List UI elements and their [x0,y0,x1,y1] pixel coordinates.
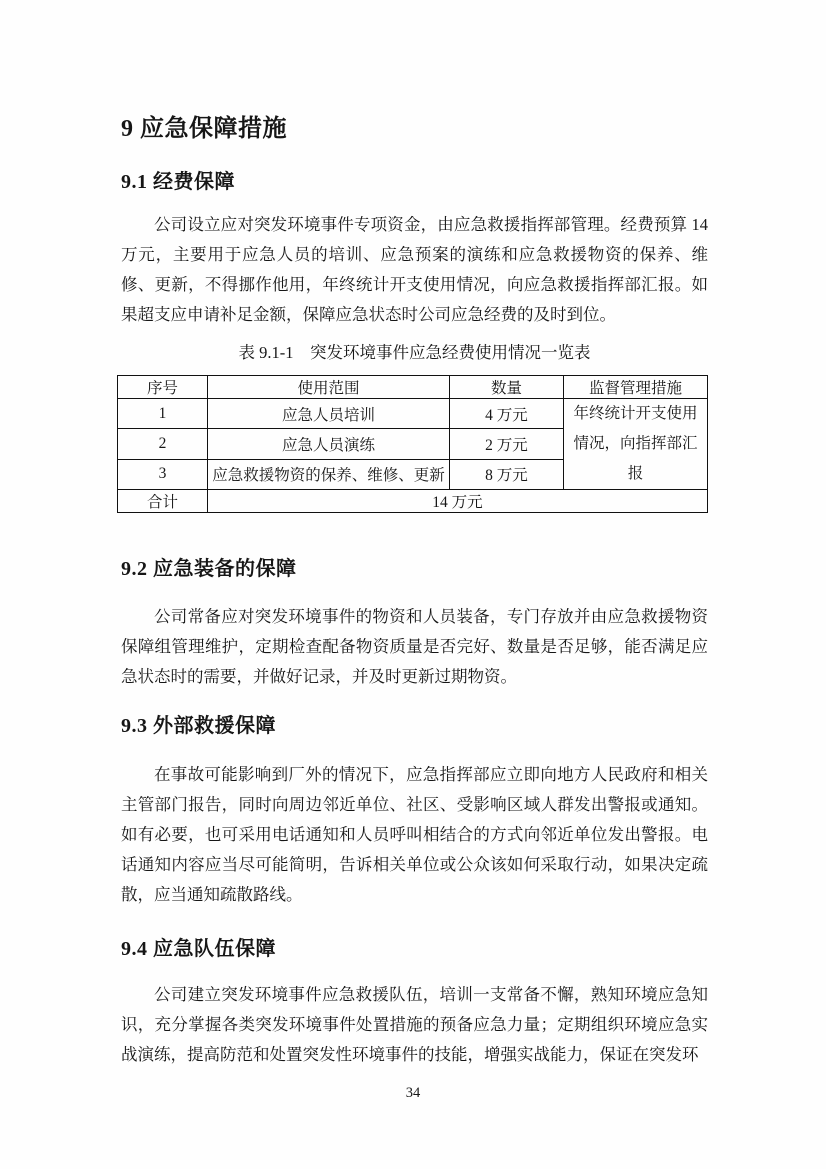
table-caption: 表 9.1-1 突发环境事件应急经费使用情况一览表 [238,343,591,362]
page-number: 34 [405,1085,421,1101]
cell-row1-scope: 应急人员培训 [208,399,450,429]
cell-row3-no: 3 [118,459,208,489]
cell-row3-scope: 应急救援物资的保养、维修、更新 [208,459,450,489]
table-header-amount: 数量 [450,376,564,399]
chapter-heading: 9 应急保障措施 [121,116,287,142]
fund-usage-table [117,375,708,513]
section-9-3-paragraph: 在事故可能影响到厂外的情况下，应急指挥部应立即向地方人民政府和相关主管部门报告，同时向周边邻近单位、社区、受影响区域人群发出警报或通知。如有必要，也可采用电话通知和人员呼叫相结合的方式向邻近单位发出警报。电话通知内容应当尽可能简明，告诉相关单位或公众该如何采取行动，如果决定疏散，应当通知疏散路线。 [121,765,708,904]
section-9-4-paragraph: 公司建立突发环境事件应急救援队伍，培训一支常备不懈，熟知环境应急知识，充分掌握各类突发环境事件处置措施的预备应急力量；定期组织环境应急实战演练，提高防范和处置突发性环境事件的技能，增强实战能力，保证在突发环 [121,985,708,1064]
table-header-scope: 使用范围 [208,376,450,399]
cell-row3-amount: 8 万元 [450,459,564,489]
section-heading-9-1: 9.1 经费保障 [121,171,235,193]
table-header-no: 序号 [118,376,208,399]
cell-row2-scope: 应急人员演练 [208,429,450,459]
table-header-row [118,376,708,399]
page-content [0,115,826,1070]
section-9-2-paragraph: 公司常备应对突发环境事件的物资和人员装备，专门存放并由应急救援物资保障组管理维护，定期检查配备物资质量是否完好、数量是否足够，能否满足应急状态时的需要，并做好记录，并及时更新过期物资。 [121,607,708,686]
cell-row1-no: 1 [118,399,208,429]
cell-total-value: 14 万元 [208,490,708,513]
cell-row2-no: 2 [118,429,208,459]
section-heading-9-2: 9.2 应急装备的保障 [121,558,297,580]
cell-row2-amount: 2 万元 [450,429,564,459]
section-heading-9-3: 9.3 外部救援保障 [121,715,276,737]
table-total-row [118,490,708,513]
cell-total-label: 合计 [118,490,208,513]
table-header-supervision: 监督管理措施 [564,376,708,399]
table-row [118,399,708,429]
section-9-1-paragraph: 公司设立应对突发环境事件专项资金，由应急救援指挥部管理。经费预算 14 万元，主要用于应急人员的培训、应急预案的演练和应急救援物资的保养、维修、更新，不得挪作他用，年终统计开支使用情况，向应急救援指挥部汇报。如果超支应申请补足金额，保障应急状态时公司应急经费的及时到位。 [121,215,708,324]
section-heading-9-4: 9.4 应急队伍保障 [121,938,276,960]
cell-supervision-merged: 年终统计开支使用情况，向指挥部汇报 [564,399,708,490]
cell-row1-amount: 4 万元 [450,399,564,429]
